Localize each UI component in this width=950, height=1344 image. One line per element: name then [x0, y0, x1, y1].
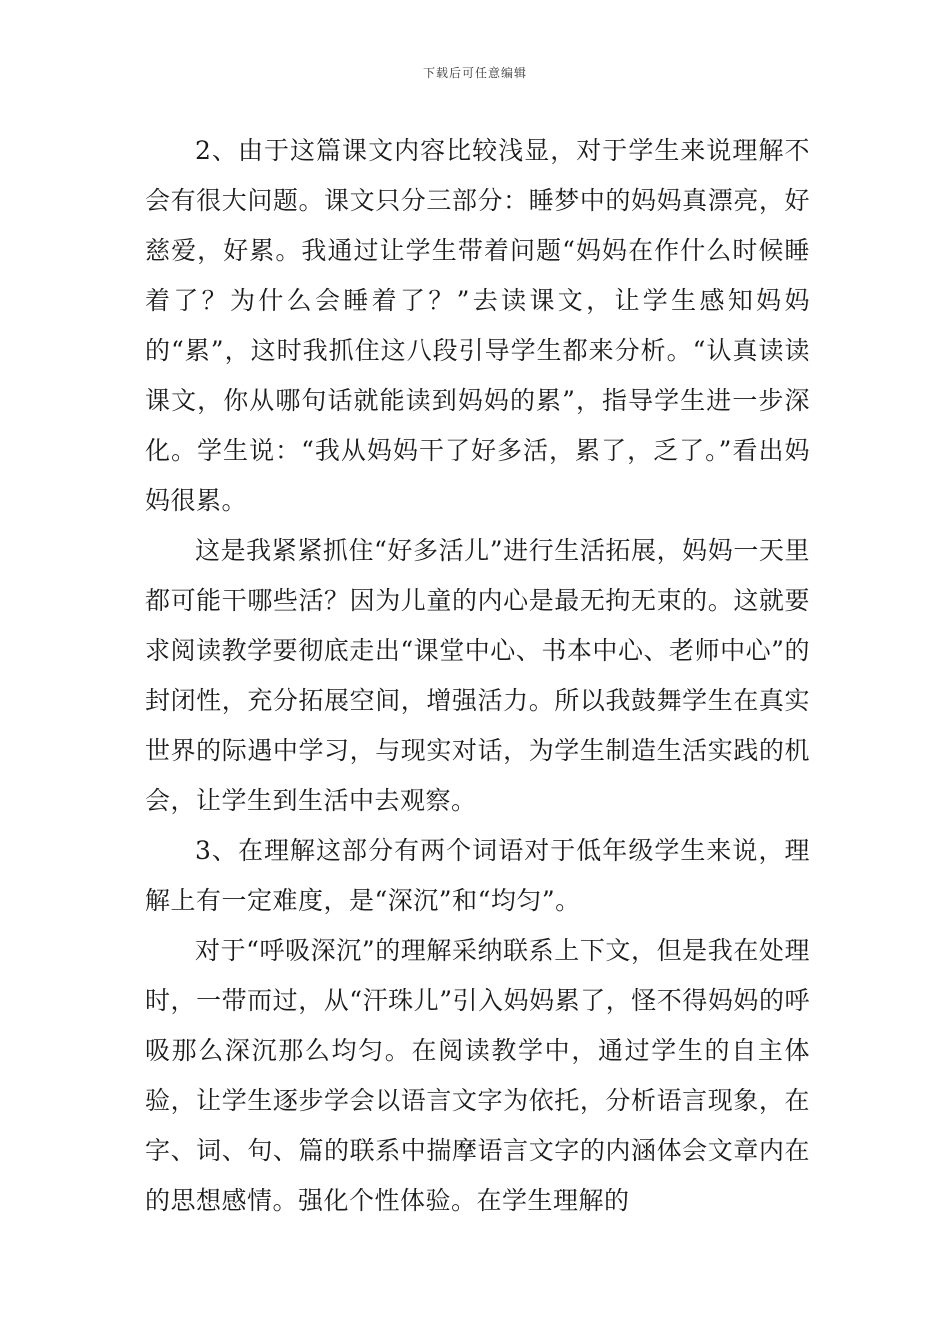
- page-header: 下载后可任意编辑: [422, 66, 527, 80]
- paragraph-4: 对于“呼吸深沉”的理解采纳联系上下文，但是我在处理时，一带而过，从“汗珠儿”引入妈妈累了，怪不得妈妈的呼吸那么深沉那么均匀。在阅读教学中，通过学生的自主体验，让学生逐步学会以语言文字为依托，分析语言现象，在字、词、句、篇的联系中揣摩语言文字的内涵体会文章内在的思想感情。强化个性体验。在学生理解的: [145, 936, 810, 1215]
- paragraph-2: 这是我紧紧抓住“好多活儿”进行生活拓展，妈妈一天里都可能干哪些活？因为儿童的内心是最无拘无束的。这就要求阅读教学要彻底走出“课堂中心、书本中心、老师中心”的封闭性，充分拓展空间，增强活力。所以我鼓舞学生在真实世界的际遇中学习，与现实对话，为学生制造生活实践的机会，让学生到生活中去观察。: [145, 536, 810, 815]
- paragraph-3: 3、在理解这部分有两个词语对于低年级学生来说，理解上有一定难度，是“深沉”和“均匀”。: [145, 836, 810, 915]
- document-body: [145, 126, 810, 1226]
- paragraph-1: 2、由于这篇课文内容比较浅显，对于学生来说理解不会有很大问题。课文只分三部分：睡梦中的妈妈真漂亮，好慈爱，好累。我通过让学生带着问题“妈妈在作什么时候睡着了？为什么会睡着了？”去读课文，让学生感知妈妈的“累”，这时我抓住这八段引导学生都来分析。“认真读读课文，你从哪句话就能读到妈妈的累”，指导学生进一步深化。学生说：“我从妈妈干了好多活，累了，乏了。”看出妈妈很累。: [145, 136, 810, 515]
